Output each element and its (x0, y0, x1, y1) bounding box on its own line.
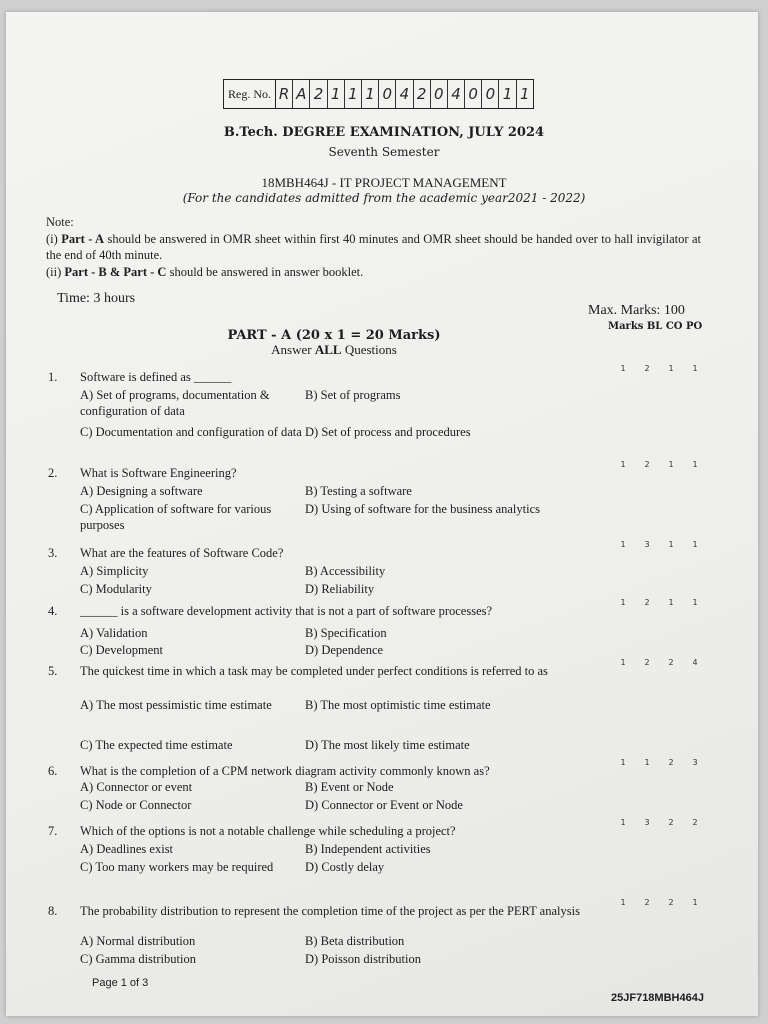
option-d: D) Set of process and procedures (305, 425, 471, 439)
question-marks (611, 758, 711, 767)
mark-value: 1 (668, 460, 674, 469)
option-a: A) Normal distribution (80, 934, 196, 948)
mark-value: 2 (644, 658, 650, 667)
note-prefix: (i) (46, 232, 62, 246)
mark-value: 1 (668, 540, 674, 549)
option-c: C) Documentation and configuration of data (80, 425, 302, 439)
note-line-2 (46, 264, 363, 280)
note-text: should be answered in OMR sheet within first 40 minutes and OMR sheet should be handed over to hall invigilator at the end of 40th minute. (46, 232, 701, 262)
option-b: B) Accessibility (305, 564, 386, 578)
question-number: 5. (48, 664, 58, 678)
reg-digit: 4 (448, 80, 465, 108)
mark-value: 1 (620, 460, 626, 469)
question-number: 7. (48, 824, 58, 838)
part-instruction (0, 342, 718, 358)
reg-digit: 2 (310, 80, 327, 108)
mark-value: 2 (668, 818, 674, 827)
mark-value: 2 (668, 758, 674, 767)
mark-value: 1 (620, 658, 626, 667)
part-instruction-text: Questions (341, 342, 397, 357)
option-d: D) The most likely time estimate (305, 738, 470, 752)
part-title: PART - A (20 x 1 = 20 Marks) (227, 328, 441, 343)
reg-digit: 1 (362, 80, 379, 108)
note-heading: Note: (46, 215, 74, 229)
reg-label: Reg. No. (224, 80, 276, 108)
option-c: C) Too many workers may be required (80, 860, 274, 874)
question-number: 1. (48, 370, 58, 384)
question-text: ______ is a software development activity that is not a part of software processes? (80, 604, 493, 618)
option-a: A) Validation (80, 626, 148, 640)
question-text: The quickest time in which a task may be completed under perfect conditions is referred to as (80, 664, 548, 678)
mark-value: 1 (620, 758, 626, 767)
note-text: should be answered in answer booklet. (166, 265, 364, 279)
option-b: B) Event or Node (305, 780, 394, 794)
exam-title: B.Tech. DEGREE EXAMINATION, JULY 2024 (223, 125, 545, 140)
option-c: C) Node or Connector (80, 798, 192, 812)
reg-digit: R (276, 80, 293, 108)
option-b: B) Set of programs (305, 388, 401, 402)
question-text: What is the completion of a CPM network diagram activity commonly known as? (80, 764, 490, 778)
option-c: C) Modularity (80, 582, 152, 596)
part-instruction-text: Answer (271, 342, 315, 357)
mark-value: 3 (644, 540, 650, 549)
mark-value: 1 (692, 460, 698, 469)
option-c: C) Application of software for various purposes (80, 502, 272, 532)
question-marks (611, 658, 711, 667)
mark-value: 2 (692, 818, 698, 827)
question-marks (611, 818, 711, 827)
max-marks: Max. Marks: 100 (588, 303, 685, 318)
option-a: A) The most pessimistic time estimate (80, 698, 272, 712)
mark-value: 1 (644, 758, 650, 767)
mark-value: 1 (692, 898, 698, 907)
mark-value: 1 (692, 364, 698, 373)
question-number: 8. (48, 904, 58, 918)
question-marks (611, 364, 711, 373)
mark-value: 2 (644, 898, 650, 907)
mark-value: 2 (644, 460, 650, 469)
option-b: B) Beta distribution (305, 934, 405, 948)
question-marks (611, 898, 711, 907)
note-line-1 (46, 231, 701, 263)
question-number: 2. (48, 466, 58, 480)
mark-value: 1 (692, 540, 698, 549)
note-prefix: (ii) (46, 265, 65, 279)
question-number: 3. (48, 546, 58, 560)
option-a: A) Set of programs, documentation & configuration of data (80, 388, 270, 418)
mark-value: 3 (692, 758, 698, 767)
semester: Seventh Semester (328, 145, 440, 159)
question-text: Software is defined as ______ (80, 370, 232, 384)
reg-digit: 0 (379, 80, 396, 108)
option-d: D) Poisson distribution (305, 952, 421, 966)
option-d: D) Reliability (305, 582, 375, 596)
question-number: 4. (48, 604, 58, 618)
reg-digit: A (293, 80, 310, 108)
reg-digit: 1 (345, 80, 362, 108)
option-b: B) Independent activities (305, 842, 431, 856)
option-a: A) Connector or event (80, 780, 193, 794)
option-c: C) Development (80, 643, 163, 657)
option-a: A) Designing a software (80, 484, 203, 498)
note-bold: Part - B & Part - C (64, 265, 167, 279)
marks-header: Marks BL CO PO (608, 321, 703, 332)
mark-value: 1 (620, 818, 626, 827)
mark-value: 4 (692, 658, 698, 667)
option-b: B) The most optimistic time estimate (305, 698, 491, 712)
reg-digit: 0 (482, 80, 499, 108)
option-d: D) Using of software for the business analytics (305, 502, 541, 516)
reg-digit: 1 (328, 80, 345, 108)
option-d: D) Connector or Event or Node (305, 798, 463, 812)
question-text: What are the features of Software Code? (80, 546, 284, 560)
option-b: B) Testing a software (305, 484, 412, 498)
course-title: 18MBH464J - IT PROJECT MANAGEMENT (261, 175, 507, 190)
question-marks (611, 460, 711, 469)
candidates-note: (For the candidates admitted from the academic year2021 - 2022) (182, 191, 586, 205)
mark-value: 3 (644, 818, 650, 827)
option-a: A) Simplicity (80, 564, 149, 578)
time-allowed: Time: 3 hours (57, 291, 136, 306)
question-text: The probability distribution to represent the completion time of the project as per the PERT analysis (80, 904, 580, 918)
option-c: C) Gamma distribution (80, 952, 196, 966)
mark-value: 2 (644, 598, 650, 607)
mark-value: 2 (644, 364, 650, 373)
option-d: D) Dependence (305, 643, 384, 657)
note-bold: Part - A (61, 232, 105, 246)
reg-digit: 1 (519, 85, 530, 103)
mark-value: 1 (620, 540, 626, 549)
question-number: 6. (48, 764, 58, 778)
mark-value: 1 (620, 364, 626, 373)
option-c: C) The expected time estimate (80, 738, 233, 752)
page-number: Page 1 of 3 (92, 977, 149, 989)
question-marks (611, 540, 711, 549)
reg-digit: 1 (499, 80, 516, 108)
mark-value: 1 (620, 598, 626, 607)
registration-number-box (223, 79, 534, 109)
part-instruction-bold: ALL (314, 342, 342, 357)
mark-value: 2 (668, 898, 674, 907)
option-d: D) Costly delay (305, 860, 385, 874)
option-b: B) Specification (305, 626, 387, 640)
reg-digit: 4 (396, 80, 413, 108)
question-marks (611, 598, 711, 607)
option-a: A) Deadlines exist (80, 842, 174, 856)
question-text: What is Software Engineering? (80, 466, 237, 480)
paper-code: 25JF718MBH464J (611, 992, 704, 1004)
reg-digit: 0 (431, 80, 448, 108)
mark-value: 1 (620, 898, 626, 907)
mark-value: 2 (668, 658, 674, 667)
question-text: Which of the options is not a notable challenge while scheduling a project? (80, 824, 456, 838)
mark-value: 1 (668, 364, 674, 373)
mark-value: 1 (692, 598, 698, 607)
reg-digit: 2 (414, 80, 431, 108)
reg-digit: 0 (465, 80, 482, 108)
mark-value: 1 (668, 598, 674, 607)
